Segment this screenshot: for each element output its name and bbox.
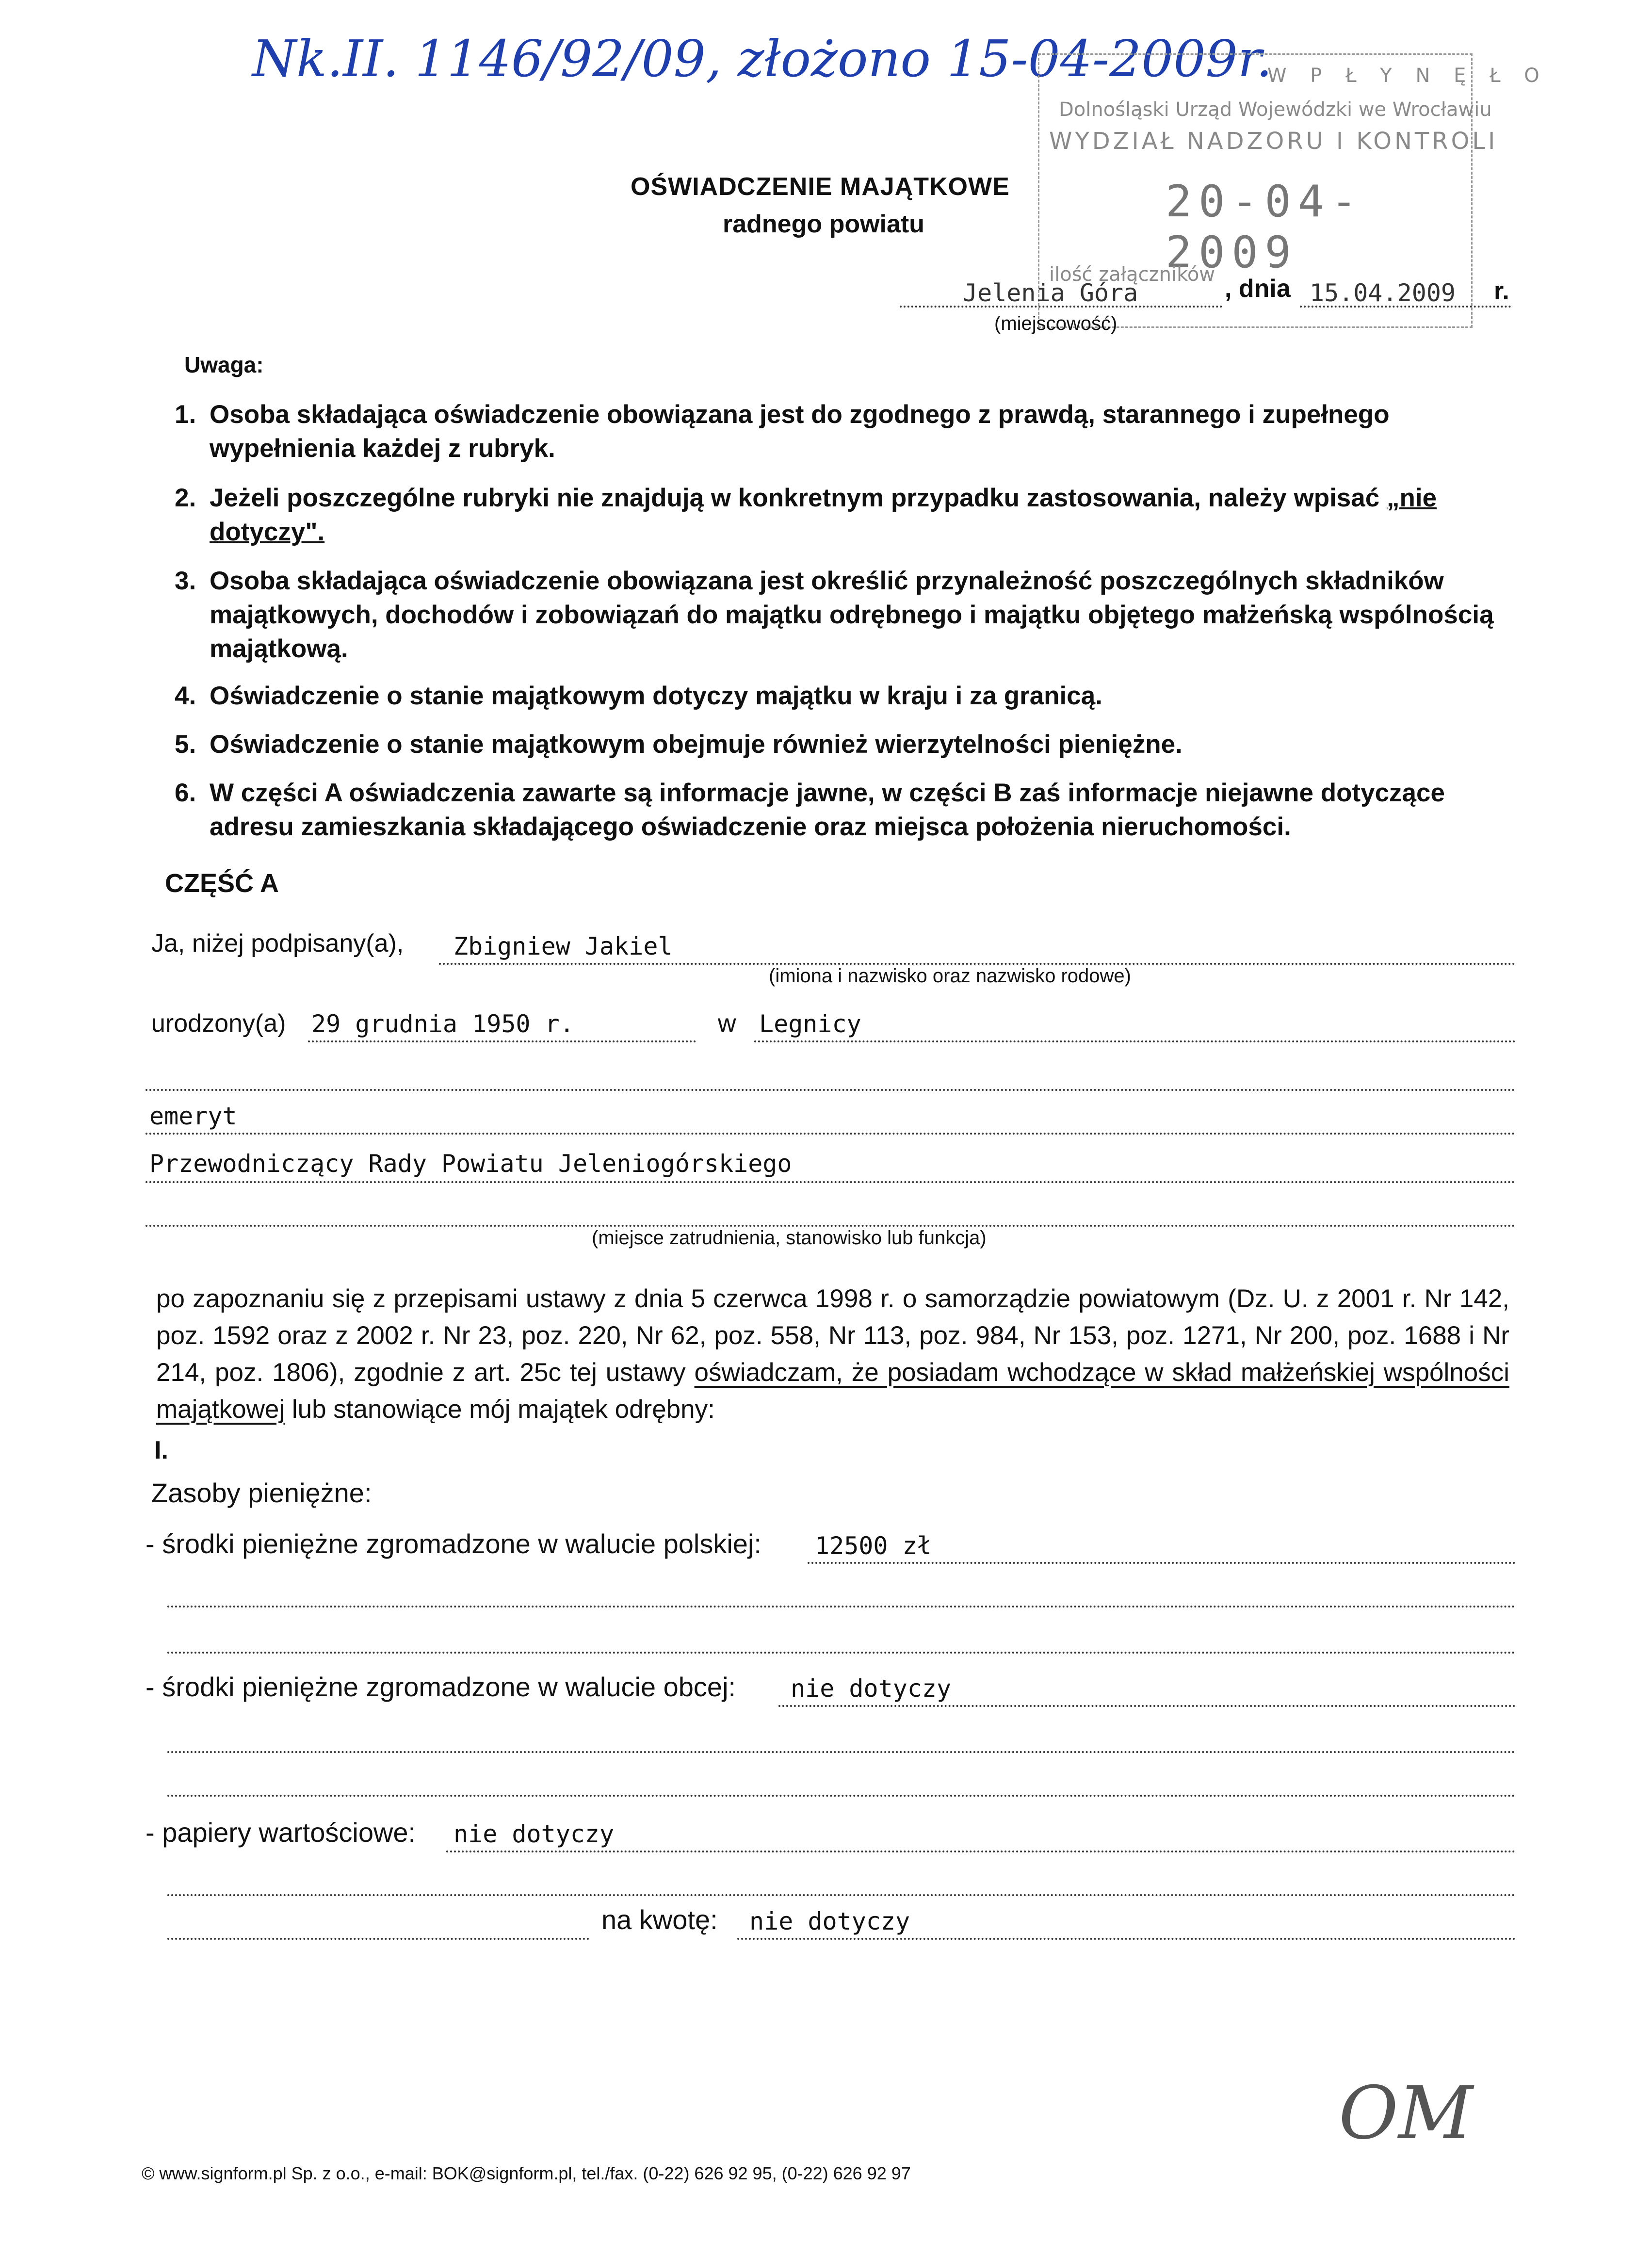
note-emphasis: „nie dotyczy". [210, 484, 1437, 546]
foreign-funds-label: - środki pieniężne zgromadzone w walucie obcej: [146, 1672, 736, 1702]
amount-label: na kwotę: [601, 1904, 718, 1935]
date-label: , dnia [1225, 275, 1291, 303]
securities-extra-dotted-line [167, 1894, 1516, 1896]
handwritten-corner-mark: OM [1339, 2071, 1473, 2156]
stamp-department: WYDZIAŁ NADZORU I KONTROLI [1049, 128, 1498, 155]
note-item-6 [175, 776, 1494, 844]
pln-funds-value: 12500 zł [815, 1532, 932, 1560]
note-number: 1. [175, 400, 196, 429]
note-number: 3. [175, 567, 196, 595]
place-caption: (miejscowość) [994, 313, 1118, 334]
place-dotted-line [900, 306, 1222, 308]
amount-leading-dotted-line [167, 1938, 589, 1940]
employment-dotted-line-3 [146, 1225, 1516, 1227]
section-roman-numeral: I. [154, 1436, 168, 1464]
note-text: Osoba składająca oświadczenie obowiązana jest określić przynależność poszczególnych składników majątkowych, dochodów i zobowiązań do majątku odrębnego i majątku objętego małżeńską wspólnością majątkową. [210, 567, 1494, 663]
note-item-5 [175, 728, 1494, 762]
born-place-dotted-line [754, 1040, 1516, 1042]
note-text: Oświadczenie o stanie majątkowym obejmuje również wierzytelności pieniężne. [210, 730, 1182, 759]
pln-funds-label: - środki pieniężne zgromadzone w walucie polskiej: [146, 1528, 761, 1559]
notes-heading: Uwaga: [184, 352, 264, 377]
foreign-extra-dotted-line-2 [167, 1795, 1516, 1797]
name-caption: (imiona i nazwisko oraz nazwisko rodowe) [769, 965, 1131, 987]
date-suffix: r. [1494, 277, 1509, 305]
statement-paragraph [156, 1281, 1509, 1428]
note-number: 5. [175, 730, 196, 759]
part-a-heading: CZĘŚĆ A [165, 869, 279, 898]
note-number: 4. [175, 682, 196, 710]
section-heading: Zasoby pieniężne: [151, 1478, 372, 1508]
born-place-value: Legnicy [759, 1010, 861, 1038]
footer-text: © www.signform.pl Sp. z o.o., e-mail: BOK@signform.pl, tel./fax. (0-22) 626 92 95, (0-22) 626 92 97 [142, 2163, 911, 2183]
date-dotted-line [1300, 306, 1511, 308]
note-item-2 [175, 481, 1494, 549]
note-text: Oświadczenie o stanie majątkowym dotyczy majątku w kraju i za granicą. [210, 682, 1102, 710]
amount-value: nie dotyczy [749, 1907, 910, 1935]
amount-dotted-line [737, 1938, 1516, 1940]
name-dotted-line [439, 963, 1516, 965]
date-value: 15.04.2009 [1310, 279, 1456, 307]
stamp-top-text: W P Ł Y N Ę Ł O [1267, 65, 1548, 87]
employment-dotted-line-2 [146, 1181, 1516, 1183]
note-text: Osoba składająca oświadczenie obowiązana jest do zgodnego z prawdą, starannego i zupełnego wypełnienia każdej z rubryk. [210, 400, 1390, 463]
born-label: urodzony(a) [151, 1009, 286, 1038]
stamp-date: 20-04-2009 [1166, 176, 1364, 278]
born-date-dotted-line [308, 1040, 696, 1042]
pln-extra-dotted-line-2 [167, 1652, 1516, 1654]
handwritten-reference: Nk.II. 1146/92/09, złożono 15-04-2009r. [252, 29, 1273, 88]
note-text: W części A oświadczenia zawarte są informacje jawne, w części B zaś informacje niejawne dotyczące adresu zamieszkania składającego oświadczenie oraz miejsca położenia nieruchomości. [210, 779, 1445, 841]
securities-value: nie dotyczy [453, 1820, 615, 1848]
note-number: 6. [175, 779, 196, 807]
signed-label: Ja, niżej podpisany(a), [151, 929, 404, 958]
foreign-funds-value: nie dotyczy [791, 1674, 952, 1703]
employment-caption: (miejsce zatrudnienia, stanowisko lub funkcja) [592, 1227, 987, 1249]
blank-dotted-line [146, 1089, 1516, 1091]
foreign-extra-dotted-line-1 [167, 1751, 1516, 1753]
pln-funds-dotted-line [808, 1562, 1516, 1564]
born-date-value: 29 grudnia 1950 r. [311, 1010, 574, 1038]
name-value: Zbigniew Jakiel [453, 932, 673, 960]
note-number: 2. [175, 484, 196, 512]
note-item-3 [175, 564, 1494, 666]
note-item-1 [175, 398, 1494, 466]
born-in-label: w [718, 1009, 736, 1038]
securities-label: - papiery wartościowe: [146, 1817, 416, 1848]
paragraph-highlight: oświadczam, że posiadam wchodzące w skład małżeńskiej wspólności majątkowej [156, 1358, 1509, 1424]
note-text: Jeżeli poszczególne rubryki nie znajdują w konkretnym przypadku zastosowania, należy wpisać [210, 484, 1380, 512]
employment-dotted-line-1 [146, 1133, 1516, 1135]
place-value: Jelenia Góra [963, 279, 1138, 307]
stamp-organization: Dolnośląski Urząd Wojewódzki we Wrocławiu [1059, 98, 1492, 121]
document-title: OŚWIADCZENIE MAJĄTKOWE [631, 173, 1010, 201]
employment-line-1: emeryt [149, 1102, 237, 1130]
paragraph-start: po zapoznaniu się z przepisami ustawy z dnia 5 czerwca 1998 r. o samorządzie powiatowym (Dz. U. z 2001 r. Nr 142, poz. 1592 oraz z 2002 r. Nr 23, poz. 220, Nr 62, poz. 558, Nr 113, poz. 984, Nr 153, poz. 1271, Nr 200, poz. 1688 i Nr 214, poz. 1806), zgodnie z art. 25c tej ustawy [156, 1284, 1509, 1387]
securities-dotted-line [446, 1851, 1516, 1852]
employment-line-2: Przewodniczący Rady Powiatu Jeleniogórskiego [149, 1150, 792, 1178]
stamp-attachments-label: ilość załączników [1049, 263, 1215, 286]
paragraph-end: lub stanowiące mój majątek odrębny: [292, 1395, 715, 1424]
document-subtitle: radnego powiatu [723, 210, 924, 238]
foreign-funds-dotted-line [778, 1705, 1516, 1707]
note-item-4 [175, 679, 1494, 713]
pln-extra-dotted-line-1 [167, 1606, 1516, 1608]
